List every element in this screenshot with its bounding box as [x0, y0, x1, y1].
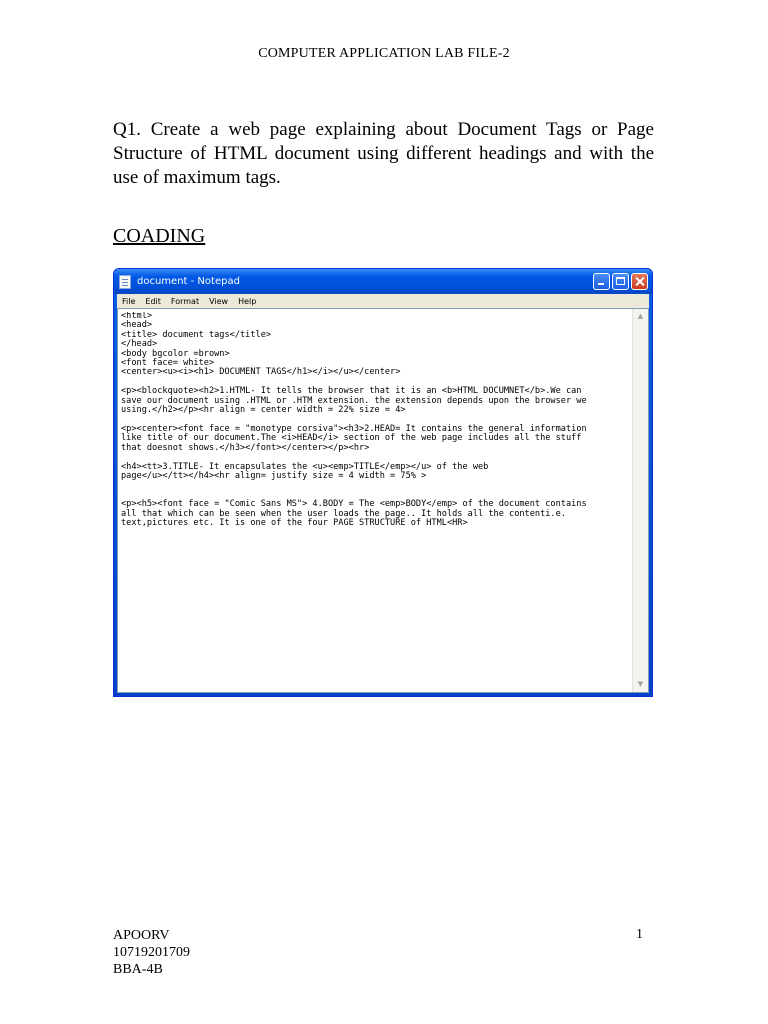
question-text: Q1. Create a web page explaining about Document Tags or Page Structure of HTML document using different headings and with the use of maximum tags. — [113, 119, 654, 188]
footer-name: APOORV — [113, 928, 170, 943]
section-heading: COADING — [113, 225, 206, 247]
page-header-title: COMPUTER APPLICATION LAB FILE-2 — [258, 46, 510, 61]
footer-roll-number: 10719201709 — [113, 945, 190, 960]
vertical-scrollbar[interactable] — [632, 309, 648, 692]
footer-class: BBA-4B — [113, 962, 163, 977]
window-title: document - Notepad — [137, 276, 240, 287]
notepad-titlebar[interactable] — [114, 269, 652, 294]
scroll-up-arrow-icon[interactable]: ▲ — [637, 312, 644, 320]
minimize-button[interactable] — [593, 273, 610, 290]
menu-view[interactable]: View — [209, 296, 229, 306]
text-editor[interactable] — [117, 308, 649, 693]
scroll-down-arrow-icon[interactable]: ▼ — [637, 680, 644, 688]
notepad-app-icon — [119, 275, 131, 289]
editor-content[interactable]: <html> <head> <title> document tags</title> </head> <body bgcolor =brown> <font face= white> <center><u><i><h1> DOCUMENT TAGS</h1></i></u></center> <p><blockquote><h2>1.HTML- It tells the browser that it is an <b>HTML DOCUMNET</b>.We can save our document using .HTML or .HTM extension. the extension depends upon the browser we using.</h2></p><hr align = center width = 22% size = 4> <p><center><font face = "monotype corsiva"><h3>2.HEAD= It contains the general information like title of our document.The <i>HEAD</i> section of the web page includes all the stuff that doesnot shows.</h3></font></center></p><hr> <h4><tt>3.TITLE- It encapsulates the <u><emp>TITLE</emp></u> of the web page</u></tt></h4><hr align= justify size = 4 width = 75% > <p><h5><font face = "Comic Sans MS"> 4.BODY = The <emp>BODY</emp> of the document contains all that which can be seen when the user loads the page.. It holds all the contenti.e. text,pictures etc. It is one of the four PAGE STRUCTURE of HTML<HR> — [121, 312, 587, 528]
page-number: 1 — [636, 927, 643, 942]
notepad-window — [113, 268, 653, 697]
menu-format[interactable]: Format — [170, 296, 200, 306]
menubar — [117, 294, 649, 308]
footer-author-block — [113, 927, 190, 978]
menu-help[interactable]: Help — [238, 296, 257, 306]
menu-file[interactable]: File — [122, 296, 136, 306]
maximize-button[interactable] — [612, 273, 629, 290]
close-button[interactable] — [631, 273, 648, 290]
menu-edit[interactable]: Edit — [145, 296, 161, 306]
